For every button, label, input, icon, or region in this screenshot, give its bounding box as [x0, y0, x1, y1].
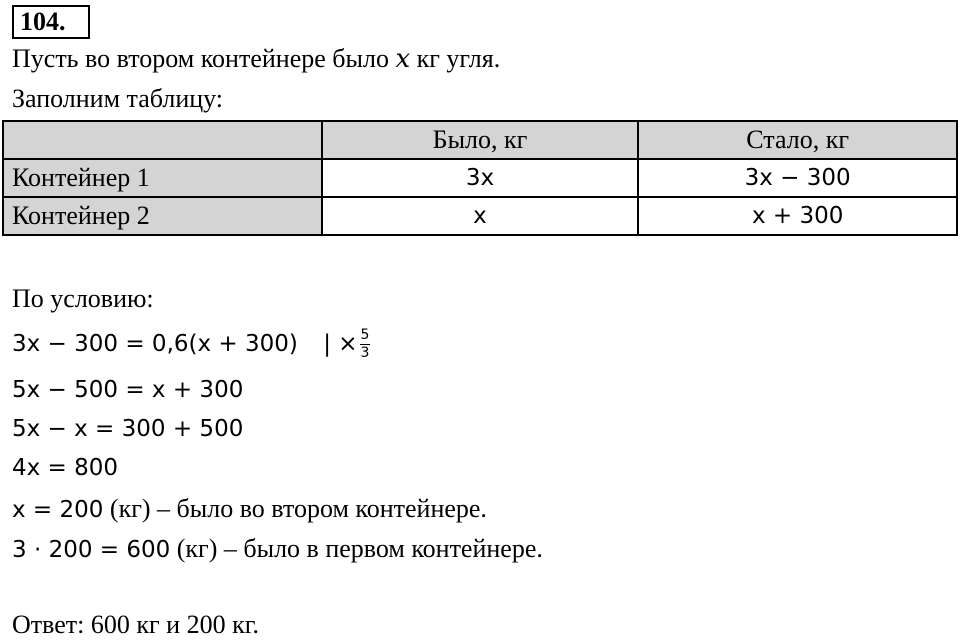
equation-6-text: (кг) – было в первом контейнере. [170, 534, 543, 563]
row-after-value: x + 300 [638, 197, 957, 235]
equation-6 [12, 534, 543, 564]
fraction-denominator: 3 [360, 345, 370, 361]
equation-5-text: (кг) – было во втором контейнере. [103, 494, 487, 523]
row-label: Контейнер 2 [3, 197, 322, 235]
fraction [360, 328, 371, 361]
table-header-row [3, 121, 957, 159]
equation-1-text: 3x − 300 = 0,6(x + 300) [12, 331, 298, 357]
table-row [3, 197, 957, 235]
equation-4: 4x = 800 [12, 455, 119, 481]
intro-variable: x [395, 44, 411, 74]
answer-line: Ответ: 600 кг и 200 кг. [12, 610, 259, 639]
equation-1-operator: | × [323, 331, 358, 357]
equation-1 [12, 328, 370, 361]
condition-label: По условию: [12, 284, 154, 313]
problem-number: 104. [12, 5, 90, 39]
table-header-after: Стало, кг [638, 121, 957, 159]
intro-line-1-text-a: Пусть во втором контейнере было [12, 44, 396, 73]
row-before-value: 3x [322, 159, 639, 197]
fraction-numerator: 5 [360, 327, 370, 343]
equation-2: 5x − 500 = x + 300 [12, 377, 244, 403]
table-row [3, 159, 957, 197]
intro-line-1-text-b: кг угля. [410, 44, 501, 73]
equation-3: 5x − x = 300 + 500 [12, 416, 244, 442]
row-label: Контейнер 1 [3, 159, 322, 197]
table-header-before: Было, кг [322, 121, 639, 159]
row-before-value: x [322, 197, 639, 235]
data-table [2, 120, 958, 236]
intro-line-2: Заполним таблицу: [12, 84, 224, 113]
equation-5 [12, 494, 487, 524]
equation-5-math: x = 200 [12, 497, 104, 523]
table-header-empty [3, 121, 322, 159]
row-after-value: 3x − 300 [638, 159, 957, 197]
intro-line-1 [12, 44, 500, 74]
equation-6-math: 3 · 200 = 600 [12, 537, 171, 563]
